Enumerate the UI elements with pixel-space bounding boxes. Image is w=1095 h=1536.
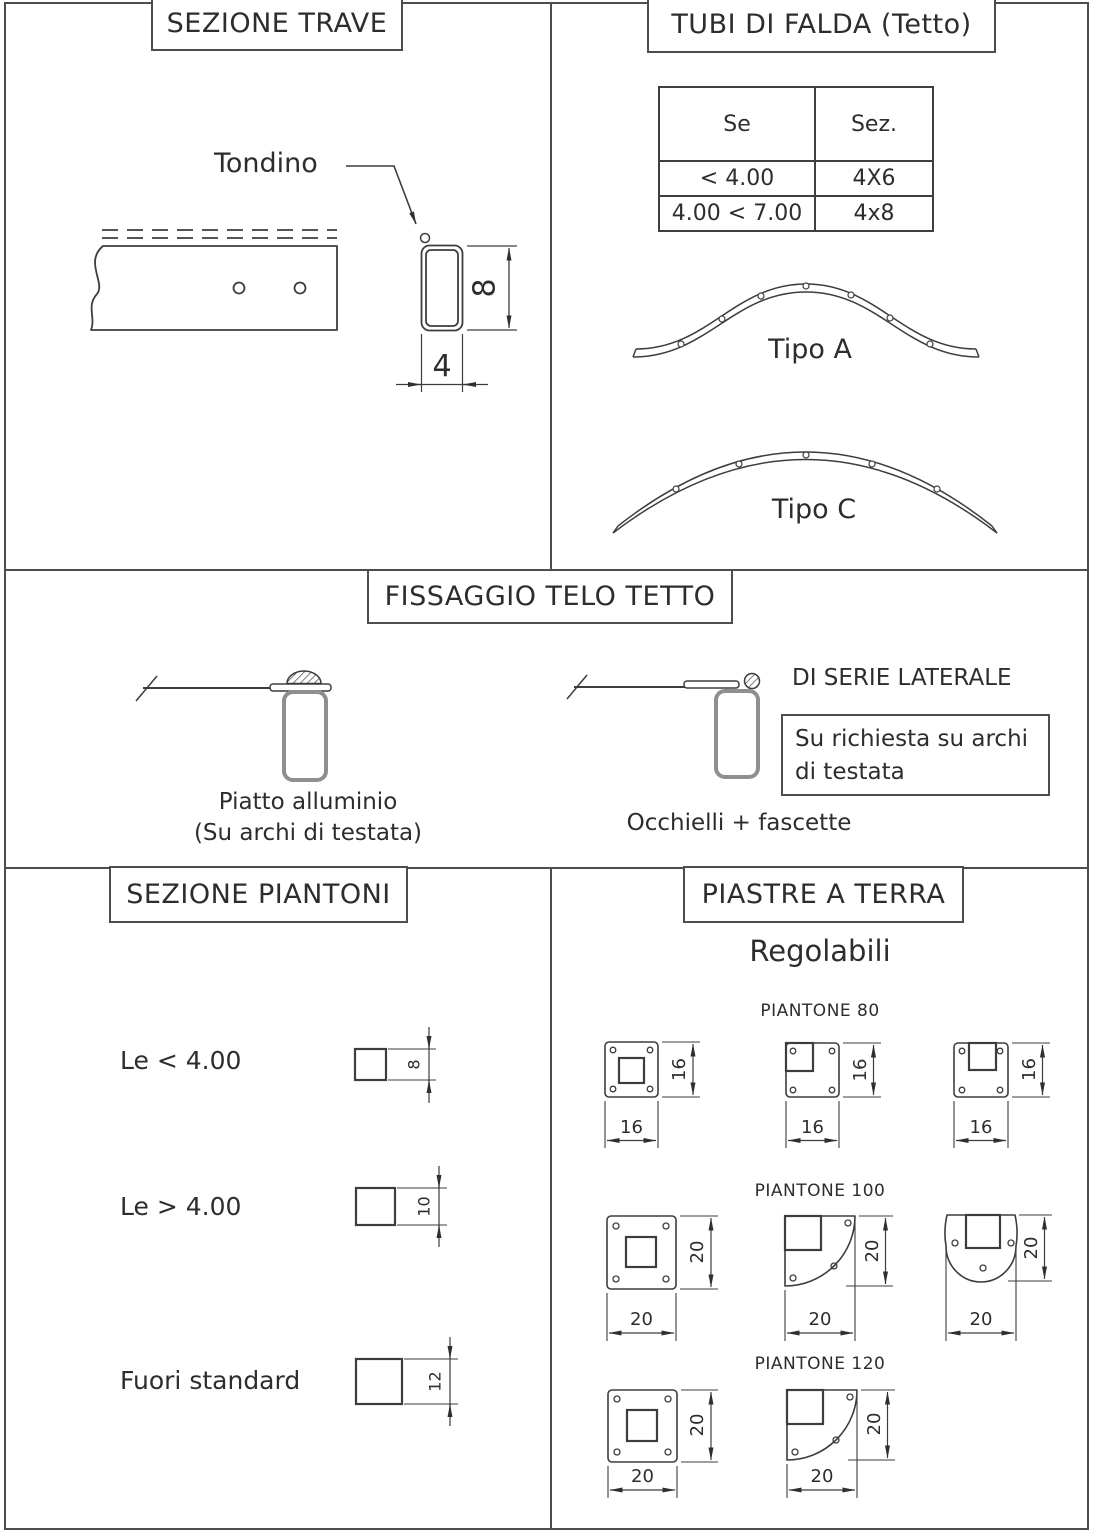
beam-plan-view: [91, 230, 337, 330]
piantone120-plates: [608, 1390, 895, 1498]
su-richiesta-notebox: Su richiesta su archi di testata: [781, 714, 1050, 796]
svg-text:20: 20: [687, 1240, 708, 1264]
piatto-caption-sub: (Su archi di testata): [193, 820, 423, 846]
svg-text:16: 16: [620, 1117, 643, 1138]
dim-text-8: 8: [404, 1059, 424, 1070]
table-cell: 4.00 < 7.00: [660, 197, 816, 230]
occhielli-caption: Occhielli + fascette: [626, 810, 852, 836]
svg-text:16: 16: [669, 1058, 690, 1081]
title-sezione-trave: SEZIONE TRAVE: [151, 0, 403, 51]
svg-text:20: 20: [687, 1413, 708, 1437]
svg-text:20: 20: [631, 1466, 654, 1487]
title-sezione-piantoni: SEZIONE PIANTONI: [109, 866, 408, 923]
beam-outline: [91, 246, 337, 330]
row-label-fuori-standard: Fuori standard: [120, 1366, 301, 1395]
piantone-section-large: [356, 1337, 458, 1426]
tube-inner: [426, 250, 458, 326]
leader-line: [346, 166, 416, 224]
dim-text-height: 8: [467, 278, 503, 298]
beam-tube-section: [396, 246, 517, 393]
tipo-a-label: Tipo A: [768, 334, 852, 365]
plate-100-quarter: [785, 1216, 893, 1341]
title-tubi-di-falda: TUBI DI FALDA (Tetto): [647, 0, 996, 53]
table-header-sez: Sez.: [816, 88, 932, 162]
tondino-label: Tondino: [214, 148, 318, 179]
title-fissaggio: FISSAGGIO TELO TETTO: [367, 569, 733, 624]
plate-100-round: [945, 1215, 1052, 1341]
plate-80-corner: [786, 1043, 881, 1148]
svg-text:20: 20: [808, 1309, 832, 1330]
piantone-section-small: [355, 1027, 436, 1103]
fissaggio-piatto-figure: [136, 671, 331, 780]
svg-text:20: 20: [810, 1466, 834, 1487]
dim-text-10: 10: [414, 1196, 434, 1217]
fascetta-strip: [684, 681, 739, 688]
table-cell: < 4.00: [660, 162, 816, 197]
arch-tube-left: [284, 692, 326, 780]
dim-text-width: 4: [432, 349, 452, 384]
row-label-le-lt-4: Le < 4.00: [120, 1046, 242, 1075]
plate-100-center: [607, 1216, 718, 1341]
occhiello-eyelet: [745, 674, 760, 689]
table-header-se: Se: [660, 88, 816, 162]
piatto-strip: [270, 684, 331, 691]
svg-text:20: 20: [1021, 1236, 1042, 1260]
plate-120-quarter: [787, 1390, 895, 1498]
svg-text:16: 16: [801, 1117, 824, 1138]
piantone-section-medium: [356, 1166, 447, 1247]
group-label-piantone-100: PIANTONE 100: [754, 1181, 886, 1201]
tipo-c-label: Tipo C: [771, 494, 857, 525]
group-label-piantone-120: PIANTONE 120: [754, 1354, 886, 1374]
svg-text:20: 20: [862, 1239, 883, 1263]
piatto-clamp-hatched: [287, 671, 321, 684]
title-piastre-a-terra: PIASTRE A TERRA: [683, 866, 964, 923]
piatto-caption: Piatto alluminio: [218, 789, 398, 815]
svg-text:20: 20: [630, 1309, 653, 1330]
tondino-callout: [346, 166, 430, 243]
arch-tube-right: [716, 691, 758, 777]
tube-outer: [422, 246, 463, 331]
di-serie-laterale-note: DI SERIE LATERALE: [792, 665, 1012, 691]
tipo-c-holes: [673, 452, 940, 492]
tondino-rod: [421, 234, 430, 243]
piantone100-plates: [607, 1215, 1052, 1341]
falda-table: [658, 86, 934, 232]
svg-text:16: 16: [850, 1058, 871, 1082]
regolabili-subtitle: Regolabili: [749, 934, 891, 968]
group-label-piantone-80: PIANTONE 80: [760, 1001, 880, 1021]
piantone80-plates: [605, 1042, 1050, 1148]
svg-text:20: 20: [864, 1412, 885, 1436]
plate-80-center: [605, 1042, 700, 1148]
row-label-le-gt-4: Le > 4.00: [120, 1192, 242, 1221]
svg-text:16: 16: [969, 1117, 993, 1138]
fissaggio-occhielli-figure: [567, 674, 760, 778]
plate-80-top: [954, 1043, 1050, 1148]
dim-text-12: 12: [425, 1371, 445, 1392]
plate-120-center: [608, 1390, 718, 1498]
table-cell: 4x8: [853, 201, 895, 226]
table-cell: 4X6: [816, 162, 932, 197]
svg-text:16: 16: [1019, 1058, 1040, 1081]
svg-text:20: 20: [969, 1309, 993, 1330]
